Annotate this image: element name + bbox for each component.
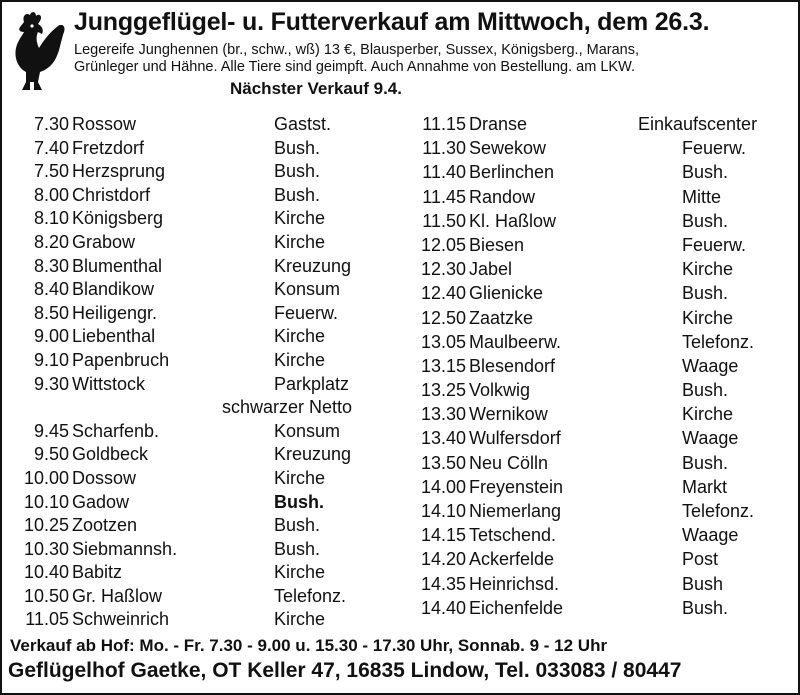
stop-time: 10.40 — [23, 562, 69, 583]
stop-place: Königsberg — [72, 208, 164, 229]
stop-location: Bush — [682, 573, 724, 594]
schedule-row — [402, 428, 800, 452]
stop-time: 7.30 — [33, 114, 69, 134]
stop-place: Kl. Haßlow — [469, 210, 557, 231]
stop-place: Rossow — [72, 114, 137, 134]
stop-location: Kirche — [274, 609, 326, 630]
schedule-row — [2, 208, 402, 232]
schedule-row — [402, 453, 800, 477]
schedule-row — [2, 421, 402, 445]
subheadline-line-1: Legereife Junghennen (br., schw., wß) 13 €, Blausperber, Sussex, Königsberg., Marans, — [74, 42, 640, 58]
stop-place: Schweinrich — [72, 609, 170, 630]
schedule-row — [2, 161, 402, 185]
stop-time: 12.30 — [420, 259, 466, 280]
schedule-row — [402, 332, 800, 356]
stop-place: Heinrichsd. — [469, 573, 560, 594]
schedule-row — [2, 492, 402, 516]
schedule-row — [402, 187, 800, 211]
stop-location: Telefonz. — [682, 331, 755, 352]
stop-place: Tetschend. — [469, 525, 557, 546]
schedule-row — [402, 525, 800, 549]
schedule-row — [2, 232, 402, 256]
stop-location: Konsum — [274, 279, 341, 300]
stop-time: 11.40 — [422, 162, 466, 183]
stop-place: Gadow — [72, 491, 130, 512]
stop-time: 13.15 — [420, 355, 466, 376]
schedule-row — [2, 562, 402, 586]
stop-place: Dranse — [469, 114, 528, 134]
stop-place: Babitz — [72, 562, 123, 583]
schedule-row — [402, 380, 800, 404]
stop-time: 7.40 — [33, 137, 69, 158]
stop-location: Parkplatz — [274, 373, 350, 394]
stop-place: Siebmannsh. — [72, 538, 178, 559]
stop-place: Herzsprung — [72, 161, 166, 182]
stop-time: 10.00 — [23, 467, 69, 488]
schedule-row — [2, 609, 402, 633]
schedule-row — [2, 138, 402, 162]
schedule-right-column — [402, 114, 800, 622]
stop-place: Blandikow — [72, 279, 155, 300]
stop-location: Kirche — [274, 326, 326, 347]
stop-location: Bush. — [274, 161, 321, 182]
stop-place: Dossow — [72, 467, 137, 488]
stop-place: Wernikow — [469, 404, 548, 425]
schedule-row — [402, 283, 800, 307]
stop-location: Gastst. — [274, 114, 332, 134]
stop-location: Feuerw. — [682, 234, 747, 255]
stop-time: 11.30 — [422, 138, 466, 159]
stop-time: 14.00 — [420, 476, 466, 497]
stop-time: 9.30 — [33, 373, 69, 394]
stop-place: Christdorf — [72, 184, 151, 205]
stop-location: Waage — [682, 428, 739, 449]
stop-time: 12.40 — [420, 283, 466, 304]
schedule-row — [402, 114, 800, 138]
stop-place: Zaatzke — [469, 307, 534, 328]
stop-time: 9.50 — [33, 444, 69, 465]
rooster-icon — [6, 10, 68, 100]
stop-time: 14.10 — [420, 501, 466, 521]
stop-time: 12.05 — [420, 234, 466, 255]
stop-place: Randow — [469, 186, 536, 207]
stop-place: Liebenthal — [72, 326, 156, 347]
schedule-row — [402, 404, 800, 428]
schedule-row — [402, 259, 800, 283]
schedule-row — [2, 397, 402, 421]
stop-location: Bush. — [274, 515, 321, 536]
stop-location: Bush. — [682, 162, 729, 183]
farm-sale-hours: Verkauf ab Hof: Mo. - Fr. 7.30 - 9.00 u. 15.30 - 17.30 Uhr, Sonnab. 9 - 12 Uhr — [10, 636, 608, 655]
schedule-row — [402, 162, 800, 186]
stop-location: Telefonz. — [274, 585, 347, 606]
stop-place: Jabel — [469, 259, 513, 280]
subheadline — [74, 42, 794, 76]
stop-time: 14.20 — [420, 549, 466, 570]
stop-place: Biesen — [469, 234, 525, 255]
stop-location: Feuerw. — [274, 302, 339, 323]
schedule-row — [2, 256, 402, 280]
stop-location: Kirche — [274, 562, 326, 583]
schedule-row — [402, 598, 800, 622]
stop-place: Goldbeck — [72, 444, 149, 465]
stop-time: 13.25 — [420, 380, 466, 401]
stop-place: Maulbeerw. — [469, 331, 562, 352]
stop-location: Bush. — [682, 597, 729, 618]
schedule-row — [2, 374, 402, 398]
schedule-row — [2, 468, 402, 492]
farm-address: Geflügelhof Gaetke, OT Keller 47, 16835 Lindow, Tel. 033083 / 80447 — [8, 659, 682, 682]
stop-location: Kreuzung — [274, 255, 352, 276]
stop-location: Bush. — [682, 283, 729, 304]
stop-location: Mitte — [682, 186, 722, 207]
stop-time: 8.00 — [33, 184, 69, 205]
stop-time: 11.50 — [422, 210, 466, 231]
schedule-row — [2, 303, 402, 327]
stop-location: Bush. — [682, 452, 729, 473]
stop-location: Konsum — [274, 420, 341, 441]
stop-place: Fretzdorf — [72, 137, 145, 158]
stop-time: 10.25 — [23, 515, 69, 536]
stop-time: 11.15 — [422, 114, 466, 134]
stop-location: Einkaufscenter — [638, 114, 758, 134]
stop-place: Blesendorf — [469, 355, 556, 376]
stop-place: Freyenstein — [469, 476, 564, 497]
stop-time: 13.05 — [420, 331, 466, 352]
stop-location: Bush. — [682, 380, 729, 401]
stop-location: Kreuzung — [274, 444, 352, 465]
stop-location: Waage — [682, 355, 739, 376]
schedule-row — [2, 515, 402, 539]
stop-time: 13.40 — [420, 428, 466, 449]
stop-time: 10.50 — [23, 585, 69, 606]
stop-place: Scharfenb. — [72, 420, 160, 441]
stop-location: Kirche — [274, 467, 326, 488]
stop-time: 14.35 — [420, 573, 466, 594]
stop-place: Niemerlang — [469, 501, 562, 521]
stop-location: Kirche — [274, 208, 326, 229]
stop-time: 9.45 — [33, 420, 69, 441]
schedule-row — [402, 356, 800, 380]
schedule-row — [2, 350, 402, 374]
stop-time: 8.30 — [33, 255, 69, 276]
stop-location: Kirche — [682, 404, 734, 425]
schedule-row — [402, 477, 800, 501]
stop-time: 8.20 — [33, 231, 69, 252]
stop-note: schwarzer Netto — [222, 397, 353, 418]
schedule-row — [2, 444, 402, 468]
schedule-row — [402, 308, 800, 332]
stop-time: 8.50 — [33, 302, 69, 323]
stop-time: 10.10 — [23, 491, 69, 512]
stop-time: 9.00 — [33, 326, 69, 347]
stop-time: 12.50 — [420, 307, 466, 328]
schedule-row — [402, 549, 800, 573]
stop-place: Sewekow — [469, 138, 547, 159]
stop-location: Waage — [682, 525, 739, 546]
stop-location: Kirche — [274, 231, 326, 252]
stop-place: Wittstock — [72, 373, 146, 394]
stop-time: 13.30 — [420, 404, 466, 425]
schedule-left-column — [2, 114, 402, 633]
next-sale-date: Nächster Verkauf 9.4. — [230, 79, 402, 98]
schedule-row — [2, 539, 402, 563]
headline: Junggeflügel- u. Futterverkauf am Mittwoch, dem 26.3. — [74, 8, 710, 36]
schedule-row — [402, 501, 800, 525]
schedule-row — [2, 586, 402, 610]
subheadline-line-2: Grünleger und Hähne. Alle Tiere sind geimpft. Auch Annahme von Bestellung. am LKW. — [74, 59, 635, 75]
stop-time: 11.05 — [25, 609, 69, 630]
stop-location: Bush. — [682, 210, 729, 231]
stop-place: Blumenthal — [72, 255, 163, 276]
stop-place: Gr. Haßlow — [72, 585, 163, 606]
stop-place: Papenbruch — [72, 349, 170, 370]
stop-place: Wulfersdorf — [469, 428, 561, 449]
stop-time: 8.40 — [33, 279, 69, 300]
stop-location: Kirche — [682, 307, 734, 328]
stop-location: Markt — [682, 476, 727, 497]
stop-time: 14.15 — [420, 525, 466, 546]
schedule-row — [402, 235, 800, 259]
stop-place: Eichenfelde — [469, 597, 564, 618]
stop-time: 7.50 — [33, 161, 69, 182]
schedule-row — [402, 574, 800, 598]
schedule-row — [2, 326, 402, 350]
stop-location: Feuerw. — [682, 138, 747, 159]
schedule-row — [2, 279, 402, 303]
schedule-row — [402, 211, 800, 235]
schedule-row — [402, 138, 800, 162]
stop-place: Zootzen — [72, 515, 138, 536]
stop-location: Bush. — [274, 538, 321, 559]
stop-location: Telefonz. — [682, 501, 755, 521]
stop-time: 10.30 — [23, 538, 69, 559]
stop-place: Volkwig — [469, 380, 531, 401]
stop-place: Glienicke — [469, 283, 544, 304]
stop-location: Kirche — [682, 259, 734, 280]
stop-place: Berlinchen — [469, 162, 555, 183]
stop-location: Post — [682, 549, 719, 570]
stop-time: 14.40 — [420, 597, 466, 618]
stop-place: Grabow — [72, 231, 136, 252]
stop-location: Kirche — [274, 349, 326, 370]
stop-time: 9.10 — [33, 349, 69, 370]
schedule-row — [2, 185, 402, 209]
stop-time: 8.10 — [33, 208, 69, 229]
stop-place: Ackerfelde — [469, 549, 555, 570]
stop-location: Bush. — [274, 137, 321, 158]
stop-time: 13.50 — [420, 452, 466, 473]
stop-time: 11.45 — [422, 186, 466, 207]
stop-location: Bush. — [274, 491, 325, 512]
schedule-row — [2, 114, 402, 138]
stop-place: Neu Cölln — [469, 452, 549, 473]
stop-place: Heiligengr. — [72, 302, 158, 323]
stop-location: Bush. — [274, 184, 321, 205]
